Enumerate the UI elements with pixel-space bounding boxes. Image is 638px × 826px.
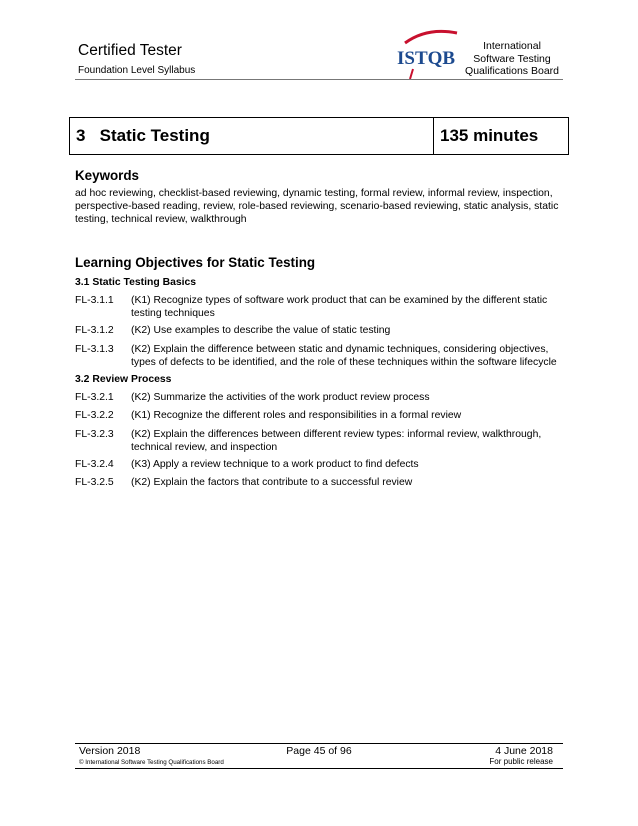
keywords-heading: Keywords xyxy=(75,168,139,183)
section-title: 3.2 Review Process xyxy=(75,374,172,385)
objective-id: FL-3.2.5 xyxy=(75,477,114,488)
objective-text: (K1) Recognize types of software work product that can be examined by the different static testing techniques xyxy=(131,295,548,320)
org-name xyxy=(465,40,559,78)
logo-tail xyxy=(410,69,413,79)
objectives-heading: Learning Objectives for Static Testing xyxy=(75,255,316,270)
chapter-heading-box xyxy=(69,117,569,155)
logo-text: ISTQB xyxy=(397,48,456,69)
objective-text: (K2) Explain the factors that contribute to a successful review xyxy=(131,477,413,488)
footer-page-number: Page 45 of 96 xyxy=(286,745,352,757)
objective-id: FL-3.1.1 xyxy=(75,295,114,306)
istqb-logo xyxy=(391,29,461,79)
objective-text: (K1) Recognize the different roles and responsibilities in a formal review xyxy=(131,410,462,421)
chapter-duration: 135 minutes xyxy=(440,126,539,145)
objective-text: (K3) Apply a review technique to a work product to find defects xyxy=(131,459,419,470)
objective-id: FL-3.2.1 xyxy=(75,392,114,403)
objective-id: FL-3.2.2 xyxy=(75,410,114,421)
objective-id: FL-3.1.2 xyxy=(75,325,114,336)
org-line-2: Software Testing xyxy=(473,52,551,65)
objective-id: FL-3.2.4 xyxy=(75,459,114,470)
org-line-1: International xyxy=(483,40,541,52)
section-title: 3.1 Static Testing Basics xyxy=(75,277,197,288)
footer-date: 4 June 2018 xyxy=(495,745,553,757)
footer-release: For public release xyxy=(489,757,553,766)
objective-text: (K2) Use examples to describe the value of static testing xyxy=(131,325,391,336)
objective-text: (K2) Explain the difference between static and dynamic techniques, considering objectives, types of defects to be identified, and the role of these techniques within the software lifecycle xyxy=(131,344,557,369)
logo-swoosh xyxy=(405,31,457,43)
chapter-title: 3 Static Testing xyxy=(70,118,434,154)
header-title: Certified Tester xyxy=(78,42,182,59)
footer-version: Version 2018 xyxy=(79,745,141,757)
header-divider xyxy=(75,79,563,80)
page-header xyxy=(75,30,563,80)
objective-id: FL-3.2.3 xyxy=(75,429,114,440)
keywords-text: ad hoc reviewing, checklist-based reviewing, dynamic testing, formal review, informal review, inspection, perspective-based reading, review, role-based reviewing, scenario-based reviewing, static analysis, static testing, technical review, walkthrough xyxy=(75,188,559,226)
footer-copyright: © International Software Testing Qualifications Board xyxy=(79,759,224,766)
org-line-3: Qualifications Board xyxy=(465,65,559,77)
objective-text: (K2) Explain the differences between different review types: informal review, walkthrough, technical review, and inspection xyxy=(131,429,542,454)
objective-text: (K2) Summarize the activities of the work product review process xyxy=(131,392,430,403)
header-subtitle: Foundation Level Syllabus xyxy=(78,65,196,76)
objective-id: FL-3.1.3 xyxy=(75,344,114,355)
page-footer xyxy=(75,743,563,769)
